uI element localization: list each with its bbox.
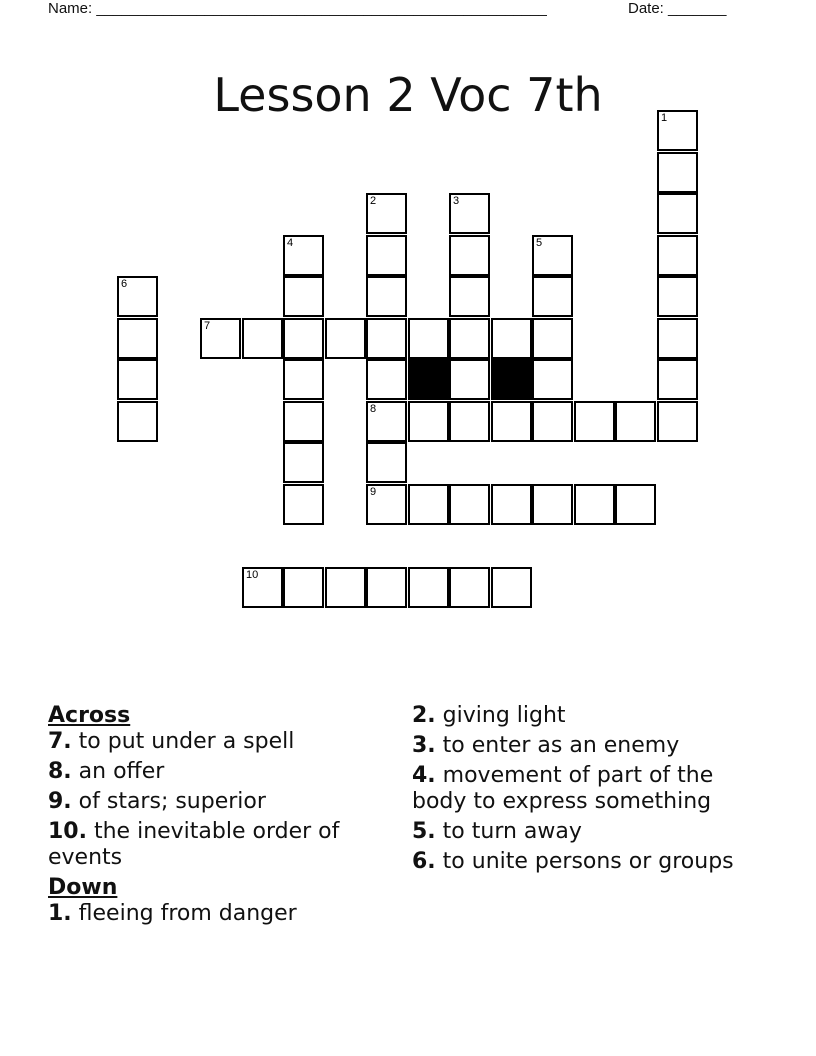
grid-cell[interactable] [325, 318, 366, 359]
date-field-label: Date: _______ [628, 0, 727, 17]
grid-cell[interactable] [532, 359, 573, 400]
grid-cell[interactable] [366, 484, 407, 525]
grid-cell[interactable] [408, 401, 449, 442]
grid-cell[interactable] [366, 235, 407, 276]
grid-cell[interactable] [449, 235, 490, 276]
grid-cell[interactable] [325, 567, 366, 608]
grid-cell[interactable] [491, 318, 532, 359]
grid-cell[interactable] [615, 484, 656, 525]
grid-cell[interactable] [408, 567, 449, 608]
clue-text: the inevitable order of events [48, 819, 340, 870]
clue-number-label: 8 [370, 403, 377, 415]
grid-cell[interactable] [532, 235, 573, 276]
grid-block-cell [408, 359, 449, 400]
grid-cell[interactable] [283, 318, 324, 359]
grid-cell[interactable] [366, 318, 407, 359]
grid-cell[interactable] [408, 484, 449, 525]
clue-text: an offer [71, 759, 165, 784]
name-field-label: Name: ______________________________________________________ [48, 0, 547, 17]
grid-cell[interactable] [449, 359, 490, 400]
clue-item [412, 819, 752, 845]
grid-cell[interactable] [657, 110, 698, 151]
page-title: Lesson 2 Voc 7th [213, 67, 603, 122]
clue-number-label: 3 [453, 195, 460, 207]
clue-item [48, 759, 388, 785]
clue-text: to turn away [435, 819, 582, 844]
grid-cell[interactable] [283, 359, 324, 400]
grid-cell[interactable] [449, 484, 490, 525]
grid-cell[interactable] [366, 193, 407, 234]
clue-number-label: 4 [287, 237, 294, 249]
clue-number: 6. [412, 849, 436, 874]
clue-number: 8. [48, 759, 72, 784]
grid-cell[interactable] [657, 401, 698, 442]
grid-cell[interactable] [117, 359, 158, 400]
clue-text: of stars; superior [71, 789, 266, 814]
grid-cell[interactable] [366, 401, 407, 442]
clue-item [412, 763, 752, 815]
clue-item [412, 703, 752, 729]
clue-item [48, 901, 388, 927]
grid-block-cell [491, 359, 532, 400]
grid-cell[interactable] [366, 276, 407, 317]
grid-cell[interactable] [491, 401, 532, 442]
grid-cell[interactable] [449, 193, 490, 234]
clue-text: to put under a spell [71, 729, 295, 754]
grid-cell[interactable] [449, 318, 490, 359]
grid-cell[interactable] [532, 318, 573, 359]
grid-cell[interactable] [657, 193, 698, 234]
clue-item [48, 789, 388, 815]
grid-cell[interactable] [283, 484, 324, 525]
clue-number: 1. [48, 901, 72, 926]
grid-cell[interactable] [366, 359, 407, 400]
clue-text: to enter as an enemy [435, 733, 680, 758]
clue-text: giving light [435, 703, 566, 728]
clue-text: fleeing from danger [71, 901, 297, 926]
clue-item [412, 733, 752, 759]
grid-cell[interactable] [657, 359, 698, 400]
grid-cell[interactable] [449, 567, 490, 608]
clue-number-label: 9 [370, 486, 377, 498]
clue-number: 3. [412, 733, 436, 758]
grid-cell[interactable] [574, 401, 615, 442]
clue-number: 4. [412, 763, 436, 788]
clues-left-column [48, 703, 388, 931]
clue-number-label: 6 [121, 278, 128, 290]
clues-right-column [412, 703, 752, 879]
clue-item [48, 819, 388, 871]
grid-cell[interactable] [657, 235, 698, 276]
clue-number: 2. [412, 703, 436, 728]
clue-item [412, 849, 752, 875]
grid-cell[interactable] [117, 401, 158, 442]
grid-cell[interactable] [283, 442, 324, 483]
grid-cell[interactable] [657, 318, 698, 359]
grid-cell[interactable] [615, 401, 656, 442]
grid-cell[interactable] [242, 318, 283, 359]
clue-number: 5. [412, 819, 436, 844]
grid-cell[interactable] [657, 152, 698, 193]
grid-cell[interactable] [283, 235, 324, 276]
grid-cell[interactable] [449, 276, 490, 317]
grid-cell[interactable] [491, 567, 532, 608]
clue-text: to unite persons or groups [435, 849, 734, 874]
grid-cell[interactable] [449, 401, 490, 442]
grid-cell[interactable] [366, 442, 407, 483]
clue-number-label: 1 [661, 112, 668, 124]
grid-cell[interactable] [408, 318, 449, 359]
down-heading: Down [48, 875, 118, 900]
grid-cell[interactable] [200, 318, 241, 359]
clue-number: 10. [48, 819, 87, 844]
grid-cell[interactable] [491, 484, 532, 525]
clue-number-label: 5 [536, 237, 543, 249]
clue-number: 7. [48, 729, 72, 754]
grid-cell[interactable] [532, 401, 573, 442]
grid-cell[interactable] [283, 567, 324, 608]
across-heading: Across [48, 703, 131, 728]
clue-text: movement of part of the body to express something [412, 763, 714, 814]
grid-cell[interactable] [532, 276, 573, 317]
grid-cell[interactable] [117, 276, 158, 317]
grid-cell[interactable] [574, 484, 615, 525]
clue-item [48, 729, 388, 755]
grid-cell[interactable] [657, 276, 698, 317]
grid-cell[interactable] [117, 318, 158, 359]
clue-number-label: 7 [204, 320, 211, 332]
clue-number-label: 10 [246, 569, 259, 581]
clue-number: 9. [48, 789, 72, 814]
clue-number-label: 2 [370, 195, 377, 207]
grid-cell[interactable] [242, 567, 283, 608]
grid-cell[interactable] [283, 276, 324, 317]
grid-cell[interactable] [283, 401, 324, 442]
grid-cell[interactable] [366, 567, 407, 608]
grid-cell[interactable] [532, 484, 573, 525]
